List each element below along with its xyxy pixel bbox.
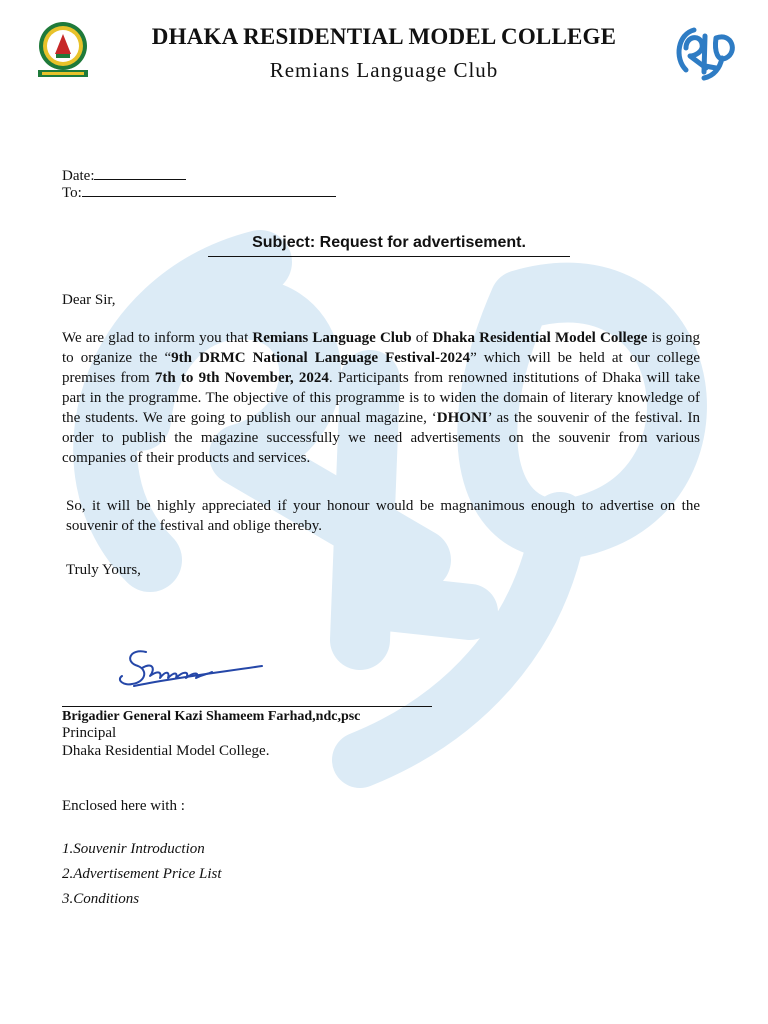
to-label: To: [62,185,82,201]
enclosures-heading: Enclosed here with : [62,798,185,814]
magazine-name-bold: DHONI [436,410,488,426]
signatory-name: Brigadier General Kazi Shameem Farhad,ndc,psc [62,709,361,724]
college-name-bold: Dhaka Residential Model College [432,330,648,346]
club-name-subheading: Remians Language Club [269,58,499,82]
subject-line: Subject: Request for advertisement. [252,234,526,251]
closing-text: Truly Yours, [66,562,141,578]
date-blank [94,165,186,180]
date-label: Date: [62,168,95,184]
festival-dates-bold: 7th to 9th November, 2024 [154,370,329,386]
to-field [62,182,336,203]
handwritten-signature [112,642,272,704]
club-name-bold: Remians Language Club [252,330,412,346]
signatory-institution: Dhaka Residential Model College. [62,743,270,759]
signatory-title: Principal [62,725,117,741]
enclosure-item: 2.Advertisement Price List [62,866,222,882]
festival-name-bold: 9th DRMC National Language Festival-2024 [171,350,471,366]
college-name-heading: DHAKA RESIDENTIAL MODEL COLLEGE [151,24,617,49]
to-blank [82,182,336,197]
enclosure-item: 3.Conditions [62,891,140,907]
body-paragraph-2: So, it will be highly appreciated if your honour would be magnanimous enough to advertise on the souvenir of the festival and oblige thereby. [66,498,700,534]
body-paragraph-1: We are glad to inform you that Remians Language Club of Dhaka Residential Model College is going to organize the “9th DRMC National Language Festival-2024” which will be held at our college premises from 7th to 9th November, 2024. Participants from renowned institutions of Dhaka will take part in the programme. The objective of this programme is to widen the domain of literary knowledge of the students. We are going to publish our annual magazine, ‘DHONI’ as the souvenir of the festival. In order to publish the magazine successfully we need advertisements on the souvenir from various companies of their products and services. [62,330,701,466]
salutation: Dear Sir, [62,292,116,308]
enclosure-item: 1.Souvenir Introduction [62,841,205,857]
